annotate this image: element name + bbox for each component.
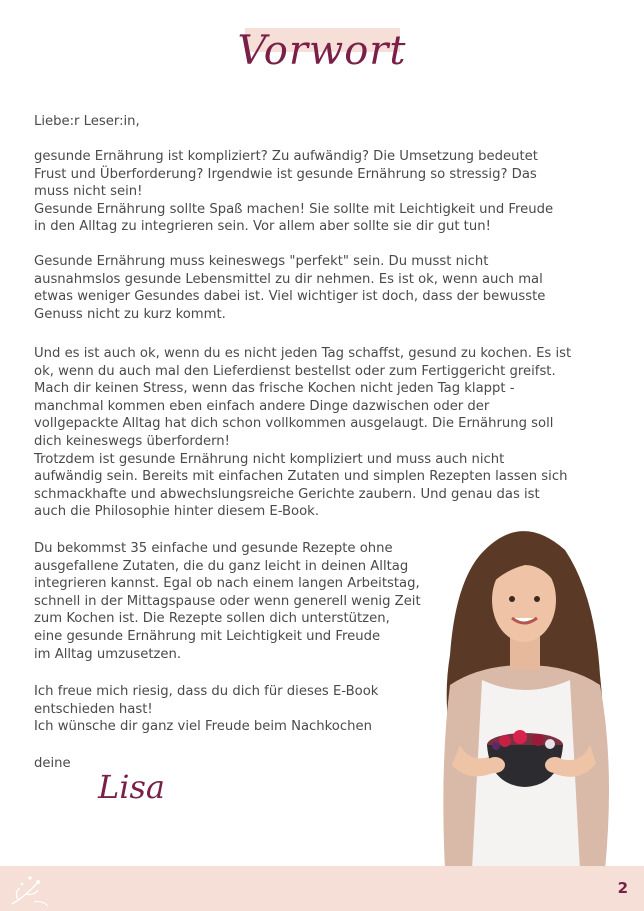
author-photo [420, 515, 630, 870]
floral-decoration-icon [8, 870, 54, 910]
paragraph-perfection: Gesunde Ernährung muss keineswegs "perfekt" sein. Du musst nicht ausnahmslos gesunde Lebensmittel zu dir nehmen. Es ist ok, wenn auch mal etwas weniger Gesundes dabei ist. Viel wichtiger ist doch, dass der bewusste Genuss nicht zu kurz kommt. [34, 254, 546, 322]
signature: Lisa [98, 768, 165, 806]
page-title: Vorwort [237, 28, 407, 74]
page-number: 2 [617, 879, 628, 897]
footer-band [0, 866, 644, 911]
salutation: Liebe:r Leser:in, [34, 114, 140, 129]
closing: deine [34, 756, 71, 771]
title-area [0, 28, 644, 88]
paragraph-intro: gesunde Ernährung ist kompliziert? Zu aufwändig? Die Umsetzung bedeutet Frust und Überforderung? Irgendwie ist gesunde Ernährung so stressig? Das muss nicht sein! Gesunde Ernährung sollte Spaß machen! Sie sollte mit Leichtigkeit und Freude in den Alltag zu integrieren sein. Vor allem aber sollte sie dir gut tun! [34, 149, 554, 235]
paragraph-thanks: Ich freue mich riesig, dass du dich für dieses E-Book entschieden hast! Ich wünsche dir ganz viel Freude beim Nachkochen [34, 684, 379, 735]
paragraph-recipes: Du bekommst 35 einfache und gesunde Rezepte ohne ausgefallene Zutaten, die du ganz leicht in deinen Alltag integrieren kannst. Egal ob nach einem langen Arbeitstag, schnell in der Mittagspause oder wenn generell wenig Zeit zum Kochen ist. Die Rezepte sollen dich unterstützen, eine gesunde Ernährung mit Leichtigkeit und Freude im Alltag umzusetzen. [34, 541, 421, 662]
paragraph-no-stress: Und es ist auch ok, wenn du es nicht jeden Tag schaffst, gesund zu kochen. Es ist ok, wenn du auch mal den Lieferdienst bestellst oder zum Fertiggericht greifst. Mach dir keinen Stress, wenn das frische Kochen nicht jeden Tag klappt - manchmal kommen eben einfach andere Dinge dazwischen oder der vollgepackte Alltag hat dich schon vollkommen ausgelaugt. Die Ernährung soll dich keineswegs überfordern! Trotzdem ist gesunde Ernährung nicht kompliziert und muss auch nicht aufwändig sein. Bereits mit einfachen Zutaten und simplen Rezepten lassen sich schmackhafte und abwechslungsreiche Gerichte zaubern. Und genau das ist auch die Philosophie hinter diesem E-Book. [34, 346, 572, 520]
